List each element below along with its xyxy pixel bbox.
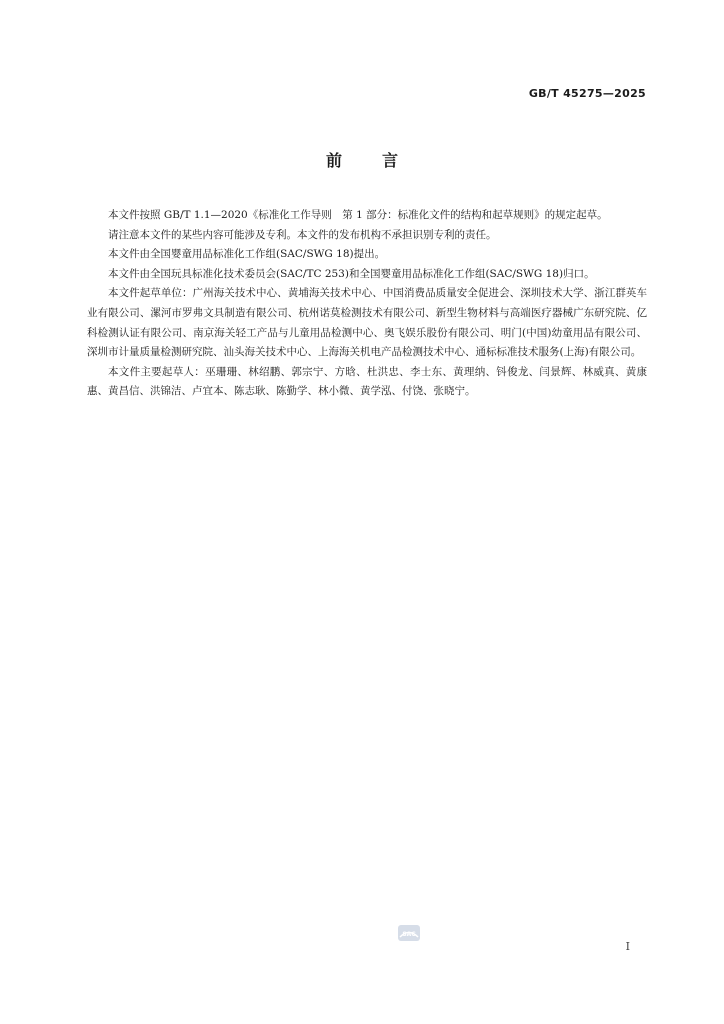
svg-text:SAC: SAC xyxy=(402,931,416,938)
paragraph-proposer: 本文件由全国婴童用品标准化工作组(SAC/SWG 18)提出。 xyxy=(108,248,386,261)
foreword-body xyxy=(87,206,647,402)
standard-number: GB/T 45275—2025 xyxy=(528,87,646,100)
paragraph-drafters: 本文件主要起草人：巫珊珊、林绍鹏、郭宗宁、方晗、杜洪忠、李士东、黄理纳、钭俊龙、闫景辉、林威真、黄康惠、黄昌信、洪锦洁、卢宜本、陈志耿、陈勤学、林小微、黄学泓、付饶、张晓宁。 xyxy=(87,365,647,398)
paragraph-patent-notice: 请注意本文件的某些内容可能涉及专利。本文件的发布机构不承担识别专利的责任。 xyxy=(108,228,497,241)
paragraph-drafting-units: 本文件起草单位：广州海关技术中心、黄埔海关技术中心、中国消费品质量安全促进会、深圳技术大学、浙江群英车业有限公司、漯河市罗弗文具制造有限公司、杭州诺莫检测技术有限公司、新型生物材料与高端医疗器械广东研究院、亿科检测认证有限公司、南京海关轻工产品与儿童用品检测中心、奥飞娱乐股份有限公司、明门(中国)幼童用品有限公司、深圳市计量质量检测研究院、汕头海关技术中心、上海海关机电产品检测技术中心、通标标准技术服务(上海)有限公司。 xyxy=(87,287,647,359)
page-number: I xyxy=(625,940,630,953)
paragraph-drafting-rules: 本文件按照 GB/T 1.1—2020《标准化工作导则 第 1 部分：标准化文件的结构和起草规则》的规定起草。 xyxy=(108,209,608,221)
sac-logo-icon xyxy=(398,925,420,941)
paragraph-administrator: 本文件由全国玩具标准化技术委员会(SAC/TC 253)和全国婴童用品标准化工作组(SAC/SWG 18)归口。 xyxy=(108,267,595,280)
page-title: 前言 xyxy=(325,151,438,170)
